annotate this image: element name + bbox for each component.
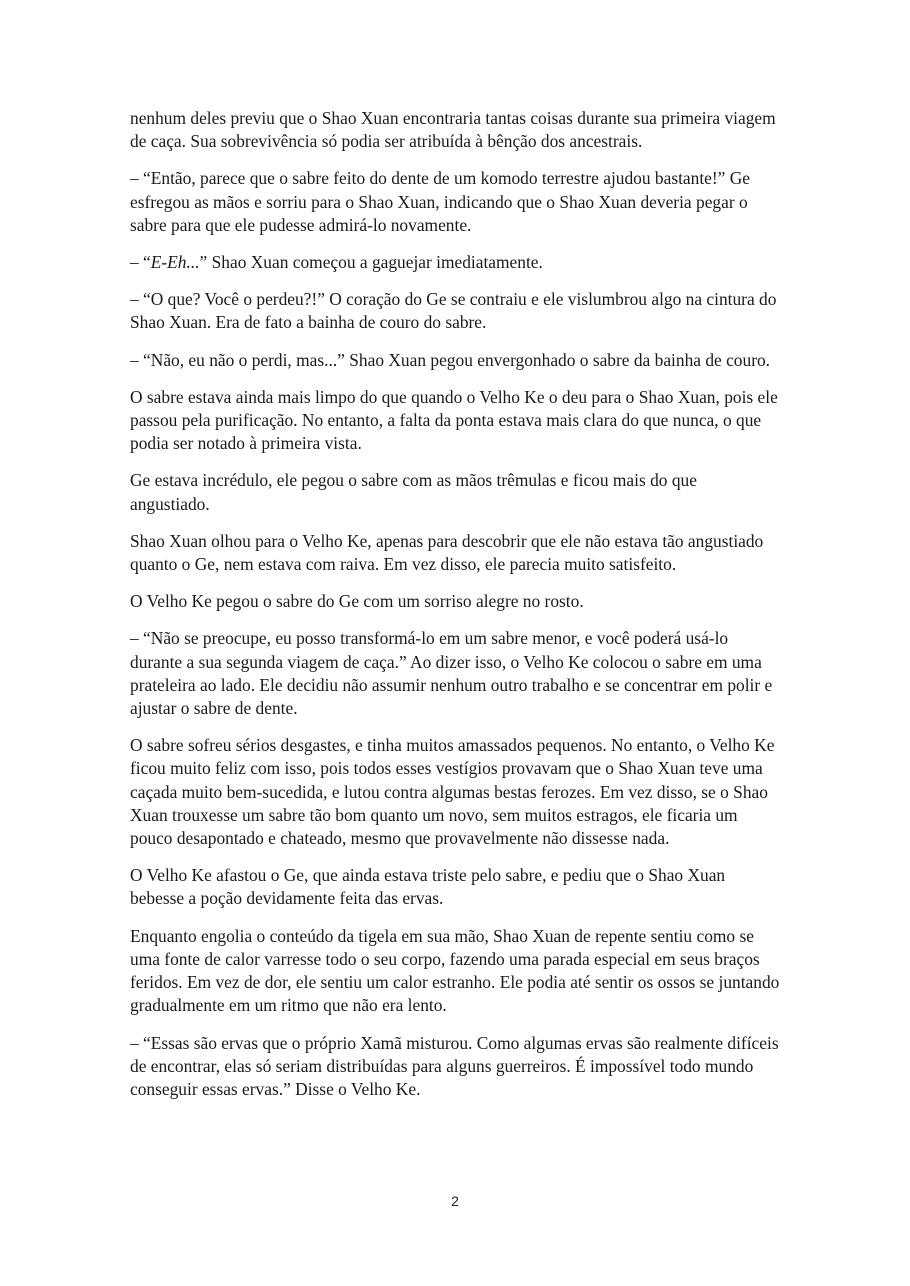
paragraph-12: O Velho Ke afastou o Ge, que ainda estava triste pelo sabre, e pediu que o Shao Xuan bebesse a poção devidamente feita das ervas.: [130, 865, 726, 909]
paragraph-9: O Velho Ke pegou o sabre do Ge com um sorriso alegre no rosto.: [130, 591, 584, 612]
paragraph-2: – “Então, parece que o sabre feito do dente de um komodo terrestre ajudou bastante!” Ge esfregou as mãos e sorriu para o Shao Xuan, indicando que o Shao Xuan deveria pegar o sabre para que ele pudesse admirá-lo novamente.: [130, 168, 751, 235]
paragraph-11: O sabre sofreu sérios desgastes, e tinha muitos amassados pequenos. No entanto, o Velho Ke ficou muito feliz com isso, pois todos esses vestígios provavam que o Shao Xuan teve uma caçada muito bem-sucedida, e lutou contra algumas bestas ferozes. Em vez disso, se o Shao Xuan trouxesse um sabre tão bom quanto um novo, sem muitos estragos, ele ficaria um pouco desapontado e chateado, mesmo que provavelmente não dissesse nada.: [130, 735, 775, 849]
document-body: [130, 107, 780, 1115]
paragraph-7: Ge estava incrédulo, ele pegou o sabre com as mãos trêmulas e ficou mais do que angustiado.: [130, 470, 697, 514]
paragraph-5: – “Não, eu não o perdi, mas...” Shao Xuan pegou envergonhado o sabre da bainha de couro.: [130, 349, 771, 370]
paragraph-3-italic: E-Eh...: [150, 252, 200, 273]
paragraph-13: Enquanto engolia o conteúdo da tigela em sua mão, Shao Xuan de repente sentiu como se uma fonte de calor varresse todo o seu corpo, fazendo uma parada especial em seus braços feridos. Em vez de dor, ele sentiu um calor estranho. Ele podia até sentir os ossos se juntando gradualmente em um ritmo que não era lento.: [130, 925, 780, 1016]
paragraph-14: – “Essas são ervas que o próprio Xamã misturou. Como algumas ervas são realmente difíceis de encontrar, elas só seriam distribuídas para alguns guerreiros. É impossível todo mundo conseguir essas ervas.” Disse o Velho Ke.: [130, 1032, 779, 1099]
paragraph-4: – “O que? Você o perdeu?!” O coração do Ge se contraiu e ele vislumbrou algo na cintura do Shao Xuan. Era de fato a bainha de couro do sabre.: [130, 289, 777, 333]
page-number: 2: [451, 1193, 459, 1209]
paragraph-8: Shao Xuan olhou para o Velho Ke, apenas para descobrir que ele não estava tão angustiado quanto o Ge, nem estava com raiva. Em vez disso, ele parecia muito satisfeito.: [130, 530, 764, 575]
paragraph-10: – “Não se preocupe, eu posso transformá-lo em um sabre menor, e você poderá usá-lo durante a sua segunda viagem de caça.” Ao dizer isso, o Velho Ke colocou o sabre em uma prateleira ao lado. Ele decidiu não assumir nenhum outro trabalho e se concentrar em polir e ajustar o sabre de dente.: [130, 628, 773, 719]
paragraph-3: [130, 251, 780, 274]
paragraph-3-suffix: ” Shao Xuan começou a gaguejar imediatamente.: [199, 252, 543, 273]
paragraph-6: O sabre estava ainda mais limpo do que quando o Velho Ke o deu para o Shao Xuan, pois ele passou pela purificação. No entanto, a falta da ponta estava mais clara do que nunca, o que podia ser notado à primeira vista.: [130, 386, 778, 454]
paragraph-3-prefix: – “: [130, 252, 151, 273]
paragraph-1: nenhum deles previu que o Shao Xuan encontraria tantas coisas durante sua primeira viagem de caça. Sua sobrevivência só podia ser atribuída à bênção dos ancestrais.: [130, 108, 776, 152]
